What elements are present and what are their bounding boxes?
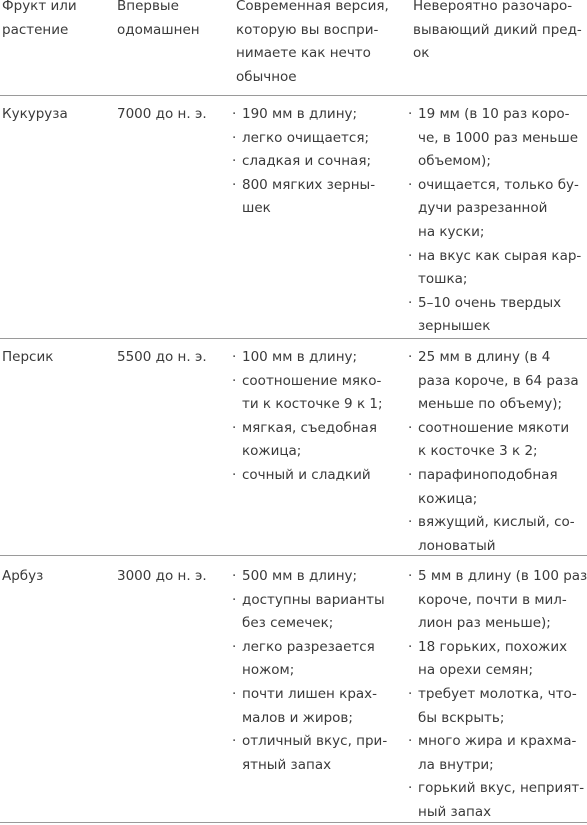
list-item: шек <box>242 200 271 217</box>
list-item: · 5–10 очень твердых <box>418 292 581 316</box>
row-domesticated <box>117 565 207 589</box>
list-item: на орехи семян; <box>418 662 533 679</box>
list-item: · легко очищается; <box>242 127 375 151</box>
list-item: · 100 мм в длину; <box>242 346 383 370</box>
list-item: бы вскрыть; <box>418 709 505 726</box>
list-item: малов и жиров; <box>242 709 353 726</box>
list-item: · сладкая и сочная; <box>242 150 375 174</box>
list-item: ный запах <box>418 803 492 820</box>
modern-list <box>242 346 383 488</box>
list-item: · легко разрезается <box>242 636 387 660</box>
list-item: · много жира и крахма- <box>418 730 587 754</box>
header-domesticated <box>117 0 200 42</box>
domesticated-date: 5500 до н. э. <box>117 349 207 365</box>
header-text: Фрукт или <box>2 0 77 14</box>
wild-list <box>418 346 579 558</box>
list-item: · 800 мягких зерны- <box>242 174 375 198</box>
list-item: · на вкус как сырая кар- <box>418 245 581 269</box>
list-item: · требует молотка, что- <box>418 683 587 707</box>
list-item: че, в 1000 раз меньше <box>418 129 579 146</box>
list-item: · 5 мм в длину (в 100 раз <box>418 565 587 589</box>
list-item: меньше по объему); <box>418 396 563 413</box>
list-item: ножом; <box>242 662 295 679</box>
header-text: Впервые <box>117 0 179 14</box>
header-text: одомашнен <box>117 21 200 38</box>
list-item: · почти лишен крах- <box>242 683 387 707</box>
list-item: короче, почти в мил- <box>418 591 567 608</box>
list-item: дучи разрезанной <box>418 200 548 217</box>
table-divider <box>0 555 587 556</box>
header-text: обычное <box>236 68 297 85</box>
list-item: без семечек; <box>242 615 334 632</box>
list-item: объемом); <box>418 153 491 170</box>
list-item: кожица; <box>242 443 302 460</box>
list-item: · очищается, только бу- <box>418 174 581 198</box>
list-item: ятный запах <box>242 756 332 773</box>
list-item: · мягкая, съедобная <box>242 417 383 441</box>
header-text: Современная версия, <box>236 0 389 14</box>
table-divider <box>0 822 587 823</box>
header-text: нимаете как нечто <box>236 45 371 62</box>
row-domesticated <box>117 103 207 127</box>
header-text: ок <box>413 45 430 62</box>
list-item: · 19 мм (в 10 раз коро- <box>418 103 581 127</box>
row-domesticated <box>117 346 207 370</box>
list-item: · 25 мм в длину (в 4 <box>418 346 579 370</box>
list-item: · доступны варианты <box>242 589 387 613</box>
header-text: Невероятно разочаро- <box>413 0 573 14</box>
fruit-name: Кукуруза <box>2 106 68 122</box>
list-item: тошка; <box>418 271 468 288</box>
list-item: ла внутри; <box>418 756 494 773</box>
fruit-name: Арбуз <box>2 568 44 584</box>
header-modern <box>236 0 389 89</box>
list-item: к косточке 3 к 2; <box>418 443 538 460</box>
list-item: раза короче, в 64 раза <box>418 372 579 389</box>
row-name <box>2 565 43 589</box>
modern-list <box>242 103 375 221</box>
row-name <box>2 103 68 127</box>
list-item: на куски; <box>418 223 485 240</box>
fruit-name: Персик <box>2 349 54 365</box>
list-item: · вяжущий, кислый, со- <box>418 511 579 535</box>
list-item: · парафиноподобная <box>418 464 579 488</box>
list-item: · соотношение мякоти <box>418 417 579 441</box>
wild-list <box>418 103 581 339</box>
list-item: · 500 мм в длину; <box>242 565 387 589</box>
row-name <box>2 346 53 370</box>
header-wild <box>413 0 582 66</box>
list-item: кожица; <box>418 490 478 507</box>
list-item: · соотношение мяко- <box>242 370 383 394</box>
wild-list <box>418 565 587 825</box>
list-item: лоноватый <box>418 537 496 554</box>
list-item: лион раз меньше); <box>418 615 551 632</box>
header-text: вывающий дикий пред- <box>413 21 582 38</box>
header-fruit <box>2 0 77 42</box>
domesticated-date: 7000 до н. э. <box>117 106 207 122</box>
header-text: растение <box>2 21 69 38</box>
list-item: · 18 горьких, похожих <box>418 636 587 660</box>
domesticated-date: 3000 до н. э. <box>117 568 207 584</box>
list-item: · 190 мм в длину; <box>242 103 375 127</box>
list-item: · отличный вкус, при- <box>242 730 387 754</box>
list-item: · сочный и сладкий <box>242 464 383 488</box>
table-divider <box>0 338 587 339</box>
list-item: ти к косточке 9 к 1; <box>242 396 383 413</box>
table-divider <box>0 95 587 96</box>
header-text: которую вы воспри- <box>236 21 379 38</box>
list-item: · горький вкус, неприят- <box>418 777 587 801</box>
modern-list <box>242 565 387 777</box>
list-item: зернышек <box>418 318 491 335</box>
